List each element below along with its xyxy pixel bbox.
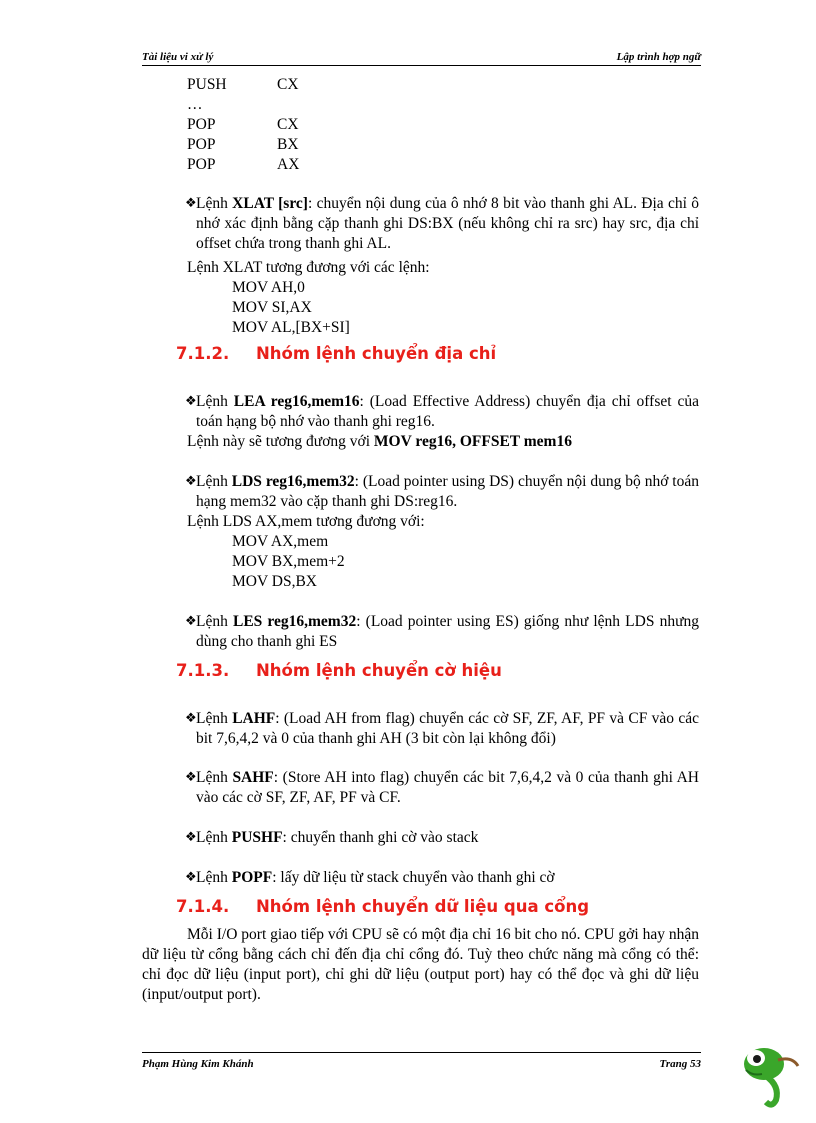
lds-paragraph [185, 472, 699, 512]
xlat-equiv: Lệnh XLAT tương đương với các lệnh: [187, 259, 430, 276]
section-heading-7-1-4 [176, 896, 589, 918]
lea-paragraph [185, 392, 699, 432]
footer-author: Phạm Hùng Kim Khánh [142, 1058, 254, 1070]
code-arg: CX [277, 76, 299, 93]
popf-paragraph [185, 868, 699, 888]
popf-prefix: Lệnh [196, 869, 232, 886]
code-op: PUSH [187, 76, 227, 93]
section-number: 7.1.4. [176, 897, 230, 916]
code-arg: AX [277, 156, 300, 173]
chameleon-logo-icon [736, 1030, 806, 1110]
header-right: Lập trình hợp ngữ [616, 51, 701, 63]
code-op: … [187, 96, 203, 113]
section-number: 7.1.3. [176, 661, 230, 680]
lds-command: LDS reg16,mem32 [231, 473, 355, 490]
popf-text: : lấy dữ liệu từ stack chuyển vào thanh ghi cờ [272, 869, 555, 886]
bullet-icon: ❖ [185, 870, 197, 885]
les-text: : (Load pointer using ES) giống như lệnh LDS nhưng dùng cho thanh ghi ES [196, 613, 699, 650]
sahf-command: SAHF [232, 769, 274, 786]
lea-prefix: Lệnh [196, 393, 234, 410]
lds-text: : (Load pointer using DS) chuyển nội dung bộ nhớ toán hạng mem32 vào cặp thanh ghi DS:reg16. [196, 473, 699, 510]
section-title: Nhóm lệnh chuyển dữ liệu qua cổng [256, 897, 590, 916]
code-arg: CX [277, 116, 299, 133]
pushf-prefix: Lệnh [196, 829, 232, 846]
sahf-text: : (Store AH into flag) chuyển các bit 7,6,4,2 và 0 của thanh ghi AH vào các cờ SF, ZF, AF, PF và CF. [196, 769, 699, 806]
lds-code-line: MOV DS,BX [232, 573, 317, 590]
xlat-paragraph [185, 194, 700, 254]
lea-command: LEA reg16,mem16 [233, 393, 360, 410]
footer-page-number: Trang 53 [659, 1058, 701, 1070]
bullet-icon: ❖ [185, 614, 197, 629]
xlat-text: : chuyển nội dung của ô nhớ 8 bit vào thanh ghi AL. Địa chỉ ô nhớ xác định bằng cặp thanh ghi DS:BX (nếu không chỉ ra src) hay src, địa chỉ offset chứa trong thanh ghi AL. [196, 195, 700, 252]
page-header [142, 50, 701, 66]
header-left: Tài liệu vi xử lý [142, 51, 214, 63]
bullet-icon: ❖ [185, 830, 197, 845]
xlat-code-line: MOV AL,[BX+SI] [232, 319, 350, 336]
pushf-command: PUSHF [231, 829, 283, 846]
lds-code-line: MOV BX,mem+2 [232, 553, 345, 570]
lea-equiv-text: Lệnh này sẽ tương đương với [187, 433, 374, 450]
les-prefix: Lệnh [196, 613, 233, 630]
popf-command: POPF [231, 869, 273, 886]
lds-equiv: Lệnh LDS AX,mem tương đương với: [187, 513, 425, 530]
section-number: 7.1.2. [176, 344, 230, 363]
section-title: Nhóm lệnh chuyển địa chỉ [256, 344, 497, 363]
lahf-paragraph [185, 709, 699, 749]
section-heading-7-1-3 [176, 660, 502, 682]
code-op: POP [187, 116, 216, 133]
bullet-icon: ❖ [185, 394, 197, 409]
xlat-code-line: MOV SI,AX [232, 299, 312, 316]
lds-code-line: MOV AX,mem [232, 533, 329, 550]
code-op: POP [187, 156, 216, 173]
les-paragraph [185, 612, 699, 652]
page-footer [142, 1052, 701, 1071]
code-op: POP [187, 136, 216, 153]
pushf-text: : chuyển thanh ghi cờ vào stack [282, 829, 479, 846]
lea-equiv [187, 432, 572, 452]
les-command: LES reg16,mem32 [232, 613, 357, 630]
section-title: Nhóm lệnh chuyển cờ hiệu [256, 661, 502, 680]
lahf-text: : (Load AH from flag) chuyển các cờ SF, ZF, AF, PF và CF vào các bit 7,6,4,2 và 0 của thanh ghi AH (3 bit còn lại không đổi) [196, 710, 699, 747]
lahf-prefix: Lệnh [196, 710, 233, 727]
bullet-icon: ❖ [185, 711, 197, 726]
bullet-icon: ❖ [185, 770, 197, 785]
xlat-command: XLAT [src] [232, 195, 308, 212]
section-heading-7-1-2 [176, 343, 496, 365]
code-arg: BX [277, 136, 299, 153]
lea-equiv-code: MOV reg16, OFFSET mem16 [373, 433, 572, 450]
pushf-paragraph [185, 828, 699, 848]
xlat-code-line: MOV AH,0 [232, 279, 305, 296]
lea-text: : (Load Effective Address) chuyển địa chỉ offset của toán hạng bộ nhớ vào thanh ghi reg16. [196, 393, 699, 430]
bullet-icon: ❖ [185, 474, 197, 489]
io-port-paragraph: Mỗi I/O port giao tiếp với CPU sẽ có một địa chỉ 16 bit cho nó. CPU gởi hay nhận dữ liệu từ cổng bằng cách chỉ đến địa chỉ cổng đó. Tuỳ theo chức năng mà cổng có thể: chỉ đọc dữ liệu (input port), chỉ ghi dữ liệu (output port) hay có thể đọc và ghi dữ liệu (input/output port). [142, 926, 699, 1003]
xlat-prefix: Lệnh [196, 195, 233, 212]
sahf-prefix: Lệnh [196, 769, 233, 786]
lahf-command: LAHF [232, 710, 276, 727]
bullet-icon: ❖ [185, 196, 197, 211]
sahf-paragraph [185, 768, 699, 808]
lds-prefix: Lệnh [196, 473, 232, 490]
